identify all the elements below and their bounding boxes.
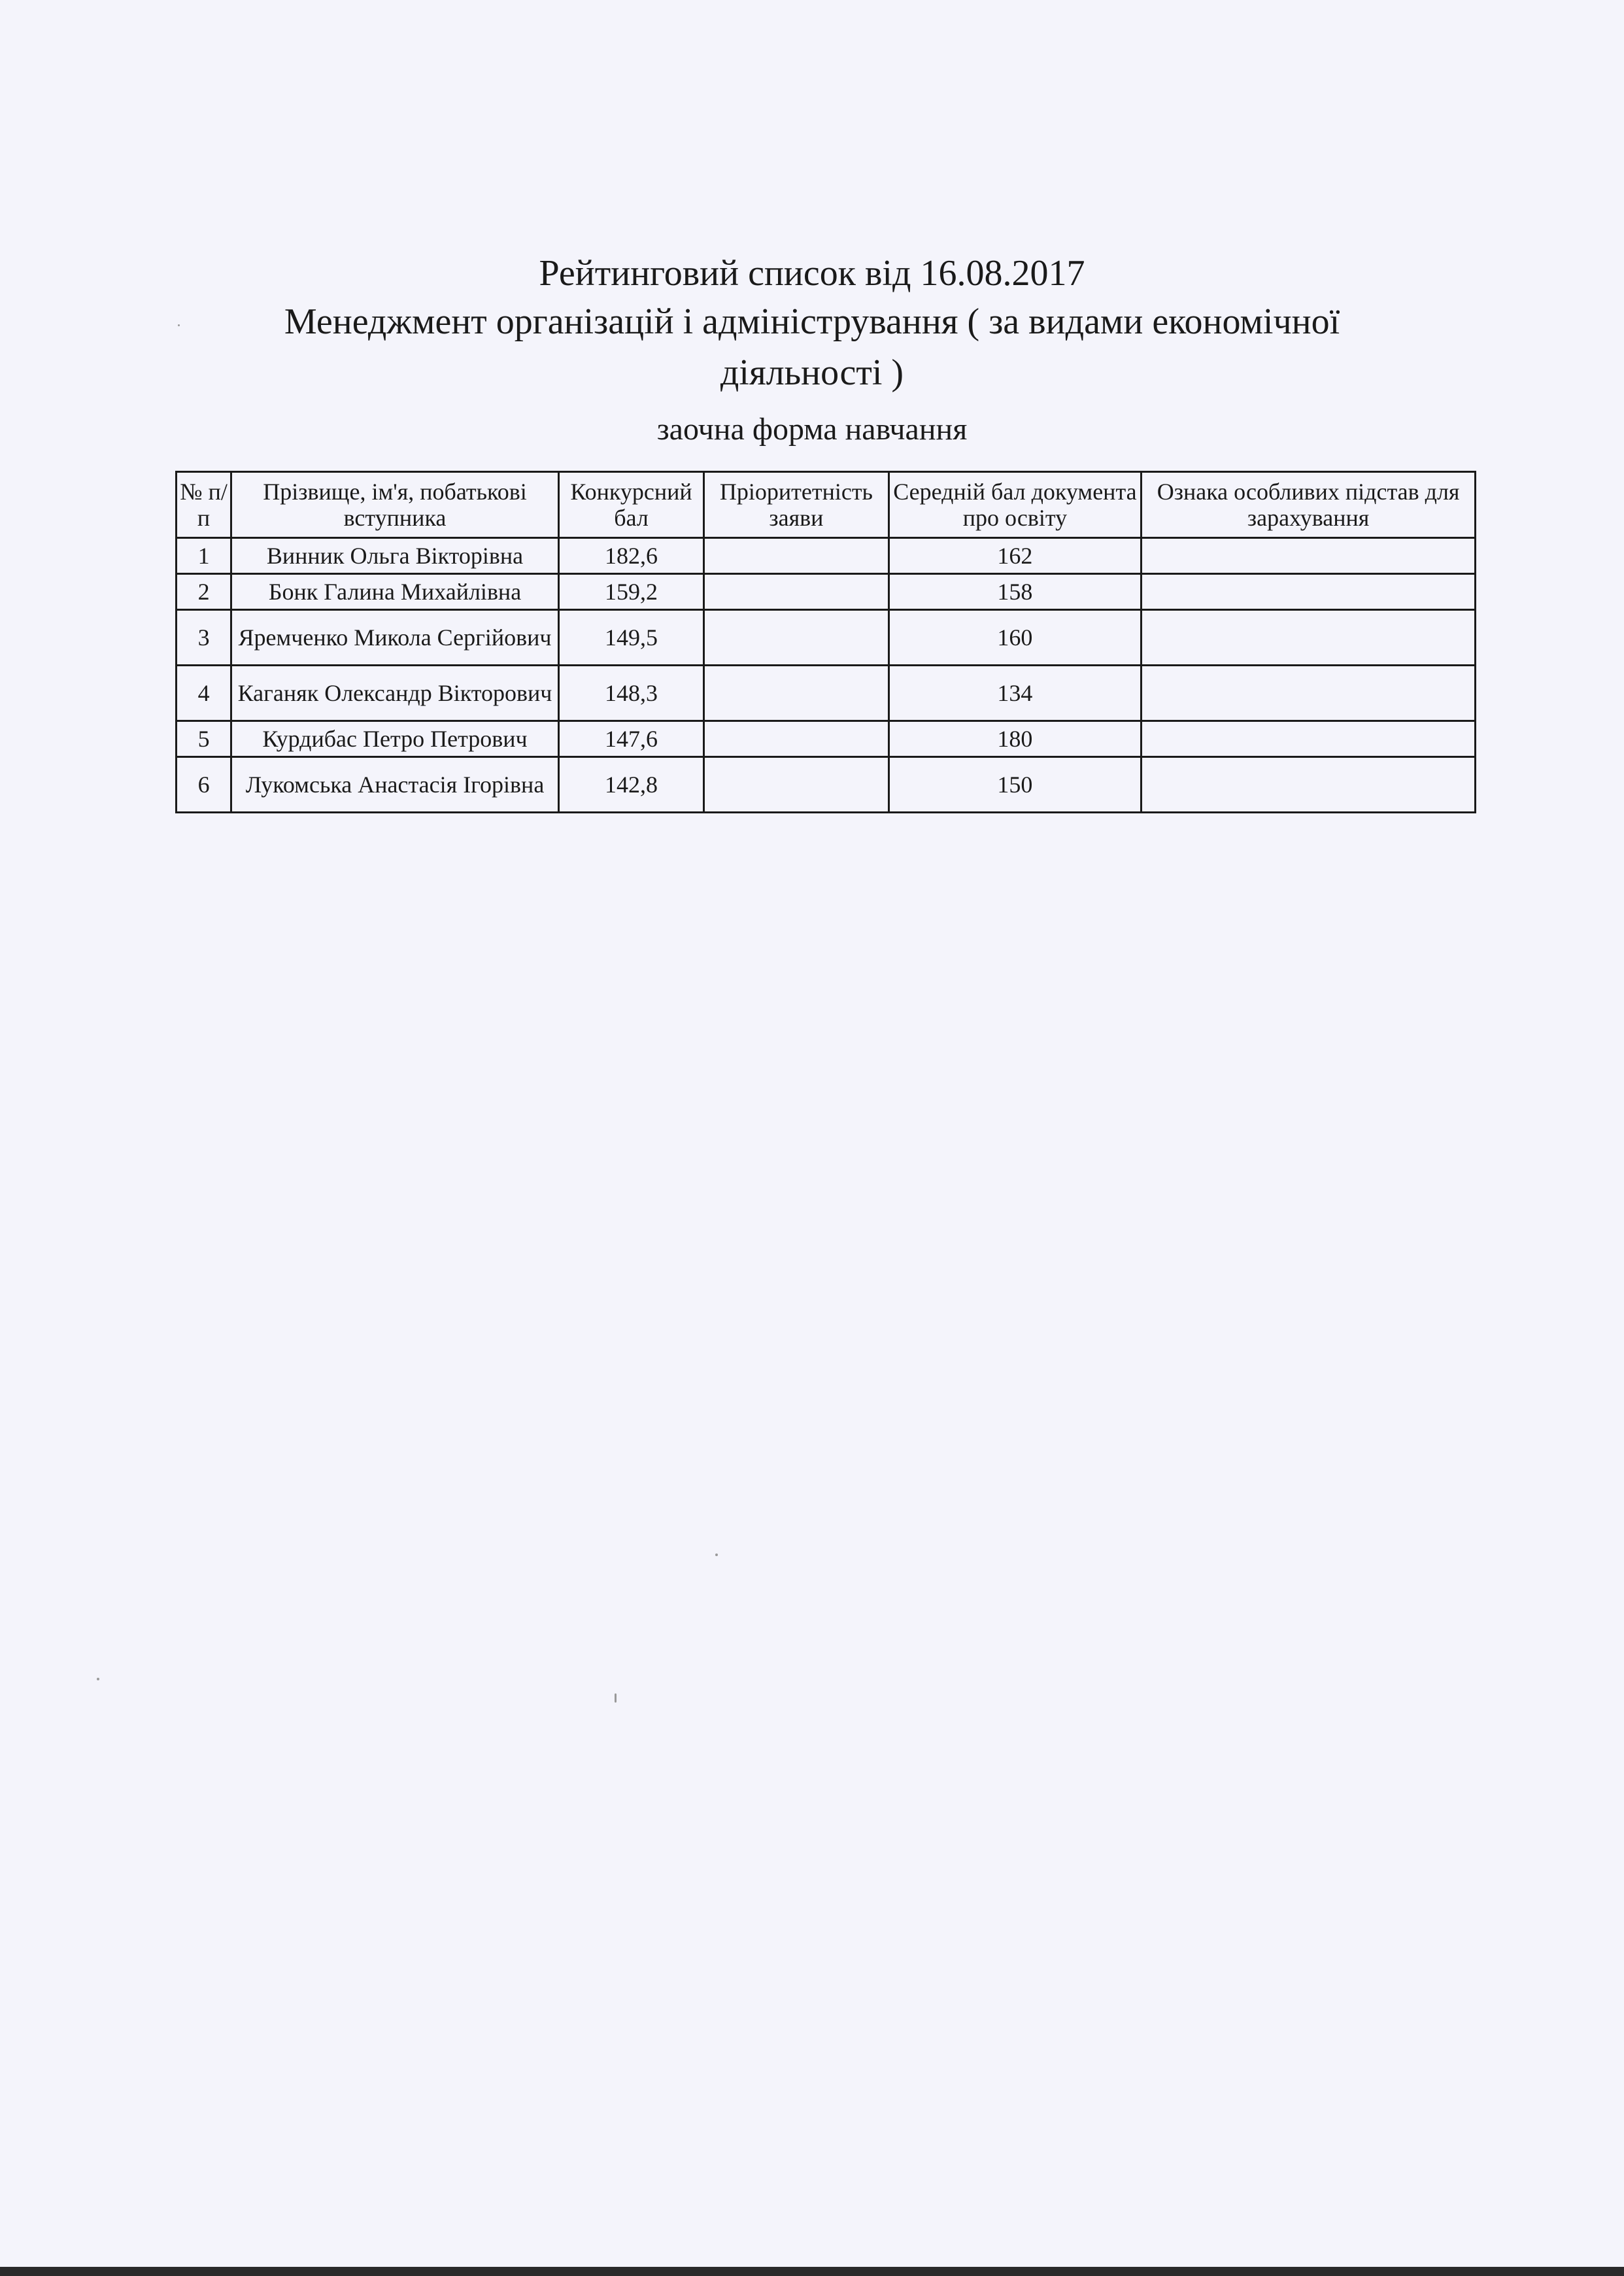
specialty-title bbox=[0, 300, 1624, 343]
cell-special-grounds bbox=[1142, 721, 1476, 757]
cell-priority bbox=[704, 757, 888, 813]
cell-priority bbox=[704, 574, 888, 610]
cell-score: 149,5 bbox=[558, 610, 703, 666]
cell-score: 142,8 bbox=[558, 757, 703, 813]
cell-number: 3 bbox=[177, 610, 231, 666]
header-priority: Пріоритетність заяви bbox=[704, 472, 888, 538]
cell-special-grounds bbox=[1142, 666, 1476, 721]
study-form-label: заочна форма навчання bbox=[656, 412, 968, 447]
header-number: № п/п bbox=[177, 472, 231, 538]
cell-name: Лукомська Анастасія Ігорівна bbox=[231, 757, 559, 813]
cell-average: 150 bbox=[888, 757, 1142, 813]
scan-bottom-edge bbox=[0, 2267, 1624, 2276]
cell-number: 4 bbox=[177, 666, 231, 721]
header-name: Прізвище, ім'я, побатькові вступника bbox=[231, 472, 559, 538]
cell-special-grounds bbox=[1142, 538, 1476, 574]
table-row bbox=[177, 538, 1476, 574]
table-header-row bbox=[177, 472, 1476, 538]
table-row bbox=[177, 574, 1476, 610]
cell-name: Каганяк Олександр Вікторович bbox=[231, 666, 559, 721]
cell-priority bbox=[704, 721, 888, 757]
table-row bbox=[177, 610, 1476, 666]
cell-average: 162 bbox=[888, 538, 1142, 574]
header-average: Середній бал документа про освіту bbox=[888, 472, 1142, 538]
cell-score: 148,3 bbox=[558, 666, 703, 721]
title-date-line: Рейтинговий список від 16.08.2017 bbox=[539, 253, 1085, 294]
cell-name: Курдибас Петро Петрович bbox=[231, 721, 559, 757]
scan-speck bbox=[178, 324, 180, 326]
cell-name: Яремченко Микола Сергійович bbox=[231, 610, 559, 666]
cell-priority bbox=[704, 610, 888, 666]
cell-average: 160 bbox=[888, 610, 1142, 666]
specialty-line-2: діяльності ) bbox=[720, 352, 904, 393]
scan-speck bbox=[715, 1554, 718, 1556]
cell-priority bbox=[704, 538, 888, 574]
cell-number: 6 bbox=[177, 757, 231, 813]
cell-score: 182,6 bbox=[558, 538, 703, 574]
specialty-line-1: Менеджмент організацій і адміністрування ( за видами економічної bbox=[284, 301, 1340, 342]
rating-table bbox=[175, 471, 1476, 813]
cell-score: 147,6 bbox=[558, 721, 703, 757]
cell-name: Винник Ольга Вікторівна bbox=[231, 538, 559, 574]
scan-speck bbox=[615, 1693, 617, 1703]
header-special-grounds: Ознака особливих підстав для зарахування bbox=[1142, 472, 1476, 538]
cell-special-grounds bbox=[1142, 757, 1476, 813]
cell-number: 2 bbox=[177, 574, 231, 610]
cell-number: 5 bbox=[177, 721, 231, 757]
cell-score: 159,2 bbox=[558, 574, 703, 610]
table-row bbox=[177, 666, 1476, 721]
cell-average: 134 bbox=[888, 666, 1142, 721]
scan-speck bbox=[97, 1678, 99, 1680]
table-row bbox=[177, 721, 1476, 757]
cell-special-grounds bbox=[1142, 610, 1476, 666]
cell-name: Бонк Галина Михайлівна bbox=[231, 574, 559, 610]
document-title bbox=[0, 252, 1624, 295]
table-row bbox=[177, 757, 1476, 813]
cell-number: 1 bbox=[177, 538, 231, 574]
header-score: Конкурсний бал bbox=[558, 472, 703, 538]
cell-average: 158 bbox=[888, 574, 1142, 610]
cell-average: 180 bbox=[888, 721, 1142, 757]
specialty-title-continued bbox=[0, 351, 1624, 394]
cell-special-grounds bbox=[1142, 574, 1476, 610]
cell-priority bbox=[704, 666, 888, 721]
